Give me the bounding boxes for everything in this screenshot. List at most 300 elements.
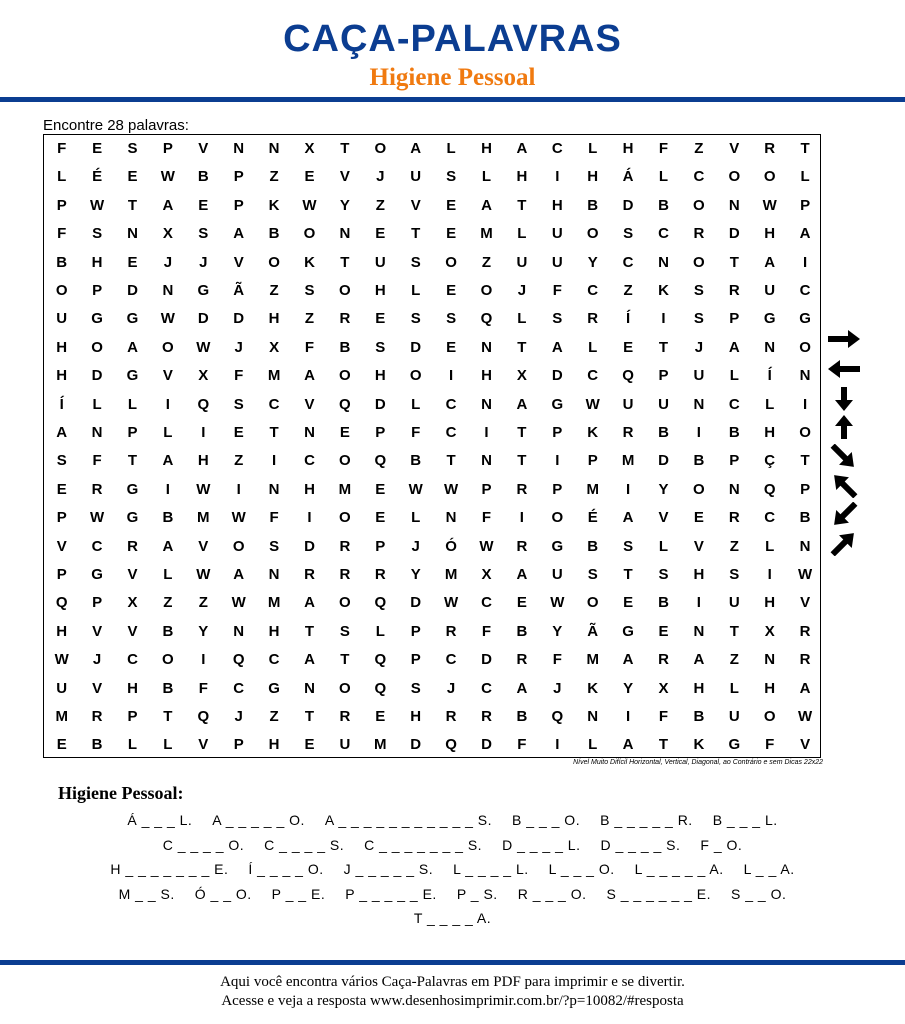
grid-cell[interactable]: O bbox=[162, 651, 174, 669]
grid-cell[interactable]: E bbox=[339, 424, 350, 441]
grid-cell[interactable]: X bbox=[162, 225, 173, 243]
grid-cell[interactable]: Q bbox=[763, 480, 776, 498]
grid-cell[interactable]: O bbox=[409, 367, 422, 385]
grid-cell[interactable]: H bbox=[56, 622, 68, 640]
grid-cell[interactable]: F bbox=[234, 367, 244, 385]
grid-cell[interactable]: W bbox=[798, 708, 813, 725]
grid-cell[interactable]: F bbox=[198, 679, 208, 697]
grid-cell[interactable]: S bbox=[127, 140, 138, 157]
grid-cell[interactable]: G bbox=[799, 310, 811, 328]
grid-cell[interactable]: X bbox=[198, 367, 209, 385]
grid-cell[interactable]: E bbox=[516, 594, 527, 612]
grid-cell[interactable]: C bbox=[481, 594, 492, 612]
grid-cell[interactable]: P bbox=[233, 736, 244, 754]
grid-cell[interactable]: L bbox=[588, 736, 598, 754]
grid-cell[interactable]: F bbox=[481, 622, 492, 640]
grid-cell[interactable]: I bbox=[696, 424, 701, 441]
grid-cell[interactable]: T bbox=[517, 424, 527, 441]
grid-cell[interactable]: D bbox=[233, 310, 245, 328]
grid-cell[interactable]: A bbox=[551, 338, 563, 356]
grid-cell[interactable]: U bbox=[516, 253, 528, 271]
grid-cell[interactable]: L bbox=[588, 338, 598, 356]
grid-cell[interactable]: A bbox=[162, 452, 174, 470]
grid-cell[interactable]: M bbox=[586, 480, 599, 498]
grid-cell[interactable]: U bbox=[728, 708, 740, 725]
grid-cell[interactable]: R bbox=[799, 622, 811, 640]
grid-cell[interactable]: K bbox=[304, 253, 315, 271]
grid-cell[interactable]: E bbox=[623, 338, 634, 356]
grid-cell[interactable]: P bbox=[800, 196, 811, 214]
grid-cell[interactable]: L bbox=[765, 395, 775, 413]
grid-cell[interactable]: W bbox=[798, 566, 813, 583]
grid-cell[interactable]: M bbox=[374, 736, 387, 754]
grid-cell[interactable]: N bbox=[693, 622, 705, 640]
grid-cell[interactable]: I bbox=[803, 395, 808, 413]
grid-cell[interactable]: R bbox=[339, 566, 351, 583]
grid-cell[interactable]: A bbox=[162, 537, 174, 555]
grid-cell[interactable]: T bbox=[658, 338, 669, 356]
grid-cell[interactable]: N bbox=[233, 622, 245, 640]
grid-cell[interactable]: R bbox=[728, 282, 740, 299]
grid-cell[interactable]: V bbox=[198, 140, 209, 157]
grid-cell[interactable]: Y bbox=[552, 622, 563, 640]
grid-cell[interactable]: G bbox=[126, 509, 139, 527]
grid-cell[interactable]: I bbox=[201, 424, 206, 441]
grid-cell[interactable]: W bbox=[90, 196, 105, 214]
grid-cell[interactable]: L bbox=[127, 395, 138, 413]
grid-cell[interactable]: G bbox=[551, 537, 564, 555]
grid-cell[interactable]: T bbox=[517, 338, 527, 356]
grid-cell[interactable]: O bbox=[339, 282, 351, 299]
grid-cell[interactable]: X bbox=[127, 594, 138, 612]
grid-cell[interactable]: O bbox=[374, 140, 387, 157]
grid-cell[interactable]: T bbox=[304, 708, 315, 725]
grid-cell[interactable]: Z bbox=[729, 651, 739, 669]
grid-cell[interactable]: D bbox=[410, 736, 422, 754]
grid-cell[interactable]: A bbox=[516, 140, 528, 157]
grid-cell[interactable]: T bbox=[127, 452, 138, 470]
grid-cell[interactable]: G bbox=[91, 566, 103, 583]
grid-cell[interactable]: E bbox=[92, 140, 103, 157]
grid-cell[interactable]: N bbox=[268, 566, 280, 583]
grid-cell[interactable]: T bbox=[800, 452, 810, 470]
grid-cell[interactable]: H bbox=[551, 196, 563, 214]
grid-cell[interactable]: R bbox=[516, 537, 528, 555]
grid-cell[interactable]: J bbox=[446, 679, 456, 697]
grid-cell[interactable]: O bbox=[586, 225, 599, 243]
grid-cell[interactable]: W bbox=[231, 509, 246, 527]
grid-cell[interactable]: F bbox=[269, 509, 279, 527]
grid-cell[interactable]: C bbox=[622, 253, 634, 271]
grid-cell[interactable]: D bbox=[658, 452, 669, 470]
grid-cell[interactable]: M bbox=[267, 594, 281, 612]
grid-cell[interactable]: S bbox=[410, 679, 421, 697]
grid-cell[interactable]: W bbox=[585, 395, 600, 413]
grid-cell[interactable]: T bbox=[729, 622, 739, 640]
grid-cell[interactable]: R bbox=[339, 310, 351, 328]
grid-cell[interactable]: N bbox=[304, 679, 315, 697]
grid-cell[interactable]: M bbox=[444, 566, 458, 583]
grid-cell[interactable]: C bbox=[587, 282, 599, 299]
grid-cell[interactable]: U bbox=[658, 395, 669, 413]
grid-cell[interactable]: D bbox=[551, 367, 563, 385]
grid-cell[interactable]: T bbox=[127, 196, 138, 214]
grid-cell[interactable]: G bbox=[126, 480, 139, 498]
grid-cell[interactable]: P bbox=[729, 452, 740, 470]
grid-cell[interactable]: I bbox=[272, 452, 277, 470]
grid-cell[interactable]: U bbox=[56, 679, 68, 697]
grid-cell[interactable]: O bbox=[693, 480, 705, 498]
grid-cell[interactable]: W bbox=[302, 196, 317, 214]
grid-cell[interactable]: W bbox=[762, 196, 777, 214]
grid-cell[interactable]: E bbox=[693, 509, 704, 527]
grid-cell[interactable]: B bbox=[658, 424, 669, 441]
grid-cell[interactable]: Y bbox=[198, 622, 209, 640]
grid-cell[interactable]: N bbox=[268, 480, 280, 498]
grid-cell[interactable]: N bbox=[339, 225, 351, 243]
grid-cell[interactable]: E bbox=[375, 310, 386, 328]
grid-cell[interactable]: B bbox=[693, 452, 705, 470]
grid-cell[interactable]: R bbox=[91, 708, 103, 725]
grid-cell[interactable]: O bbox=[693, 253, 705, 271]
grid-cell[interactable]: P bbox=[410, 622, 421, 640]
grid-cell[interactable]: C bbox=[445, 651, 457, 669]
grid-cell[interactable]: F bbox=[57, 140, 67, 157]
grid-cell[interactable]: P bbox=[481, 480, 492, 498]
grid-cell[interactable]: B bbox=[728, 424, 740, 441]
grid-cell[interactable]: N bbox=[728, 196, 740, 214]
grid-cell[interactable]: K bbox=[587, 679, 599, 697]
grid-cell[interactable]: J bbox=[92, 651, 102, 669]
grid-cell[interactable]: C bbox=[693, 168, 705, 186]
grid-cell[interactable]: Z bbox=[375, 196, 385, 214]
grid-cell[interactable]: F bbox=[552, 282, 562, 299]
grid-cell[interactable]: L bbox=[765, 537, 775, 555]
grid-cell[interactable]: O bbox=[445, 253, 457, 271]
grid-cell[interactable]: G bbox=[197, 282, 210, 299]
grid-cell[interactable]: M bbox=[267, 367, 281, 385]
grid-cell[interactable]: C bbox=[304, 452, 315, 470]
grid-cell[interactable]: B bbox=[587, 196, 599, 214]
grid-cell[interactable]: Z bbox=[234, 452, 244, 470]
grid-cell[interactable]: S bbox=[233, 395, 244, 413]
grid-cell[interactable]: B bbox=[162, 622, 174, 640]
grid-cell[interactable]: G bbox=[622, 622, 634, 640]
grid-cell[interactable]: Ó bbox=[445, 537, 457, 555]
grid-cell[interactable]: A bbox=[516, 566, 528, 583]
grid-cell[interactable]: N bbox=[728, 480, 740, 498]
grid-cell[interactable]: S bbox=[552, 310, 563, 328]
grid-cell[interactable]: M bbox=[197, 509, 210, 527]
grid-cell[interactable]: E bbox=[623, 594, 634, 612]
grid-cell[interactable]: P bbox=[233, 168, 244, 186]
grid-cell[interactable]: F bbox=[481, 509, 492, 527]
grid-cell[interactable]: U bbox=[551, 225, 563, 243]
grid-cell[interactable]: Z bbox=[163, 594, 173, 612]
grid-cell[interactable]: S bbox=[92, 225, 103, 243]
grid-cell[interactable]: Z bbox=[269, 708, 279, 725]
grid-cell[interactable]: X bbox=[516, 367, 527, 385]
grid-cell[interactable]: T bbox=[340, 140, 350, 157]
grid-cell[interactable]: E bbox=[198, 196, 209, 214]
grid-cell[interactable]: C bbox=[587, 367, 599, 385]
grid-cell[interactable]: I bbox=[555, 168, 560, 186]
grid-cell[interactable]: R bbox=[516, 651, 528, 669]
grid-cell[interactable]: J bbox=[376, 168, 385, 186]
grid-cell[interactable]: F bbox=[552, 651, 562, 669]
grid-cell[interactable]: D bbox=[481, 736, 492, 754]
grid-cell[interactable]: V bbox=[92, 622, 103, 640]
grid-cell[interactable]: O bbox=[693, 196, 705, 214]
grid-cell[interactable]: J bbox=[163, 253, 173, 271]
grid-cell[interactable]: N bbox=[304, 424, 315, 441]
grid-cell[interactable]: N bbox=[445, 509, 457, 527]
grid-cell[interactable]: C bbox=[551, 140, 563, 157]
grid-cell[interactable]: A bbox=[693, 651, 705, 669]
grid-cell[interactable]: A bbox=[56, 424, 68, 441]
grid-cell[interactable]: I bbox=[661, 310, 666, 328]
grid-cell[interactable]: L bbox=[729, 367, 739, 385]
grid-cell[interactable]: Ã bbox=[233, 282, 245, 299]
grid-cell[interactable]: A bbox=[233, 566, 245, 583]
grid-cell[interactable]: O bbox=[763, 708, 776, 725]
grid-cell[interactable]: R bbox=[622, 424, 634, 441]
grid-cell[interactable]: P bbox=[56, 196, 67, 214]
grid-cell[interactable]: L bbox=[411, 395, 421, 413]
grid-cell[interactable]: N bbox=[799, 367, 811, 385]
grid-cell[interactable]: E bbox=[375, 225, 386, 243]
grid-cell[interactable]: N bbox=[481, 395, 492, 413]
grid-cell[interactable]: Q bbox=[445, 736, 457, 754]
grid-cell[interactable]: J bbox=[234, 338, 243, 356]
grid-cell[interactable]: T bbox=[658, 736, 669, 754]
grid-cell[interactable]: I bbox=[803, 253, 808, 271]
grid-cell[interactable]: L bbox=[446, 140, 456, 157]
grid-cell[interactable]: W bbox=[196, 338, 211, 356]
grid-cell[interactable]: B bbox=[410, 452, 422, 470]
grid-cell[interactable]: K bbox=[693, 736, 705, 754]
grid-cell[interactable]: U bbox=[764, 282, 776, 299]
grid-cell[interactable]: O bbox=[232, 537, 245, 555]
grid-cell[interactable]: B bbox=[516, 708, 528, 725]
grid-cell[interactable]: A bbox=[127, 338, 138, 356]
grid-cell[interactable]: M bbox=[621, 452, 635, 470]
grid-cell[interactable]: T bbox=[411, 225, 421, 243]
grid-cell[interactable]: S bbox=[729, 566, 740, 583]
grid-cell[interactable]: A bbox=[304, 651, 315, 669]
grid-cell[interactable]: N bbox=[587, 708, 599, 725]
grid-cell[interactable]: F bbox=[517, 736, 527, 754]
grid-cell[interactable]: E bbox=[56, 736, 67, 754]
grid-cell[interactable]: U bbox=[410, 168, 422, 186]
grid-cell[interactable]: C bbox=[268, 395, 280, 413]
grid-cell[interactable]: E bbox=[304, 168, 315, 186]
grid-cell[interactable]: E bbox=[446, 196, 457, 214]
grid-cell[interactable]: T bbox=[623, 566, 633, 583]
grid-cell[interactable]: Q bbox=[197, 708, 210, 725]
grid-cell[interactable]: P bbox=[729, 310, 740, 328]
grid-cell[interactable]: P bbox=[56, 509, 67, 527]
grid-cell[interactable]: L bbox=[517, 225, 527, 243]
grid-cell[interactable]: B bbox=[91, 736, 103, 754]
grid-cell[interactable]: C bbox=[127, 651, 138, 669]
grid-cell[interactable]: Y bbox=[623, 679, 634, 697]
grid-cell[interactable]: S bbox=[410, 310, 421, 328]
grid-cell[interactable]: A bbox=[516, 679, 528, 697]
grid-cell[interactable]: C bbox=[445, 424, 457, 441]
grid-cell[interactable]: O bbox=[728, 168, 741, 186]
grid-cell[interactable]: T bbox=[163, 708, 173, 725]
grid-cell[interactable]: R bbox=[587, 310, 599, 328]
grid-cell[interactable]: N bbox=[162, 282, 174, 299]
grid-cell[interactable]: F bbox=[92, 452, 102, 470]
grid-cell[interactable]: Z bbox=[304, 310, 315, 328]
grid-cell[interactable]: T bbox=[517, 196, 527, 214]
grid-cell[interactable]: A bbox=[162, 196, 174, 214]
grid-cell[interactable]: P bbox=[375, 424, 386, 441]
grid-cell[interactable]: J bbox=[411, 537, 420, 555]
grid-cell[interactable]: O bbox=[339, 367, 351, 385]
grid-cell[interactable]: L bbox=[411, 282, 421, 299]
grid-cell[interactable]: Z bbox=[623, 282, 633, 299]
grid-cell[interactable]: F bbox=[658, 708, 669, 725]
grid-cell[interactable]: S bbox=[658, 566, 669, 583]
grid-cell[interactable]: E bbox=[127, 253, 138, 271]
grid-cell[interactable]: X bbox=[764, 622, 775, 640]
grid-cell[interactable]: K bbox=[658, 282, 669, 299]
grid-cell[interactable]: É bbox=[92, 168, 103, 186]
grid-cell[interactable]: V bbox=[693, 537, 704, 555]
grid-cell[interactable]: Í bbox=[626, 310, 631, 328]
grid-cell[interactable]: F bbox=[658, 140, 669, 157]
grid-cell[interactable]: O bbox=[339, 452, 351, 470]
grid-cell[interactable]: L bbox=[57, 168, 67, 186]
grid-cell[interactable]: P bbox=[552, 480, 563, 498]
grid-cell[interactable]: Q bbox=[622, 367, 634, 385]
grid-cell[interactable]: A bbox=[481, 196, 492, 214]
grid-cell[interactable]: A bbox=[728, 338, 740, 356]
grid-cell[interactable]: Q bbox=[480, 310, 493, 328]
grid-cell[interactable]: T bbox=[800, 140, 810, 157]
grid-cell[interactable]: Z bbox=[198, 594, 208, 612]
grid-cell[interactable]: C bbox=[481, 679, 492, 697]
grid-cell[interactable]: X bbox=[304, 140, 315, 157]
grid-cell[interactable]: H bbox=[693, 679, 705, 697]
grid-cell[interactable]: V bbox=[127, 566, 138, 583]
grid-cell[interactable]: A bbox=[799, 679, 811, 697]
grid-cell[interactable]: S bbox=[198, 225, 209, 243]
grid-cell[interactable]: G bbox=[91, 310, 103, 328]
grid-cell[interactable]: S bbox=[339, 622, 350, 640]
grid-cell[interactable]: M bbox=[480, 225, 493, 243]
grid-cell[interactable]: Q bbox=[374, 679, 387, 697]
grid-cell[interactable]: C bbox=[91, 537, 103, 555]
grid-cell[interactable]: B bbox=[516, 622, 528, 640]
grid-cell[interactable]: W bbox=[54, 651, 69, 669]
grid-cell[interactable]: H bbox=[268, 736, 280, 754]
grid-cell[interactable]: U bbox=[693, 367, 705, 385]
grid-cell[interactable]: B bbox=[799, 509, 811, 527]
grid-cell[interactable]: A bbox=[799, 225, 811, 243]
grid-cell[interactable]: D bbox=[410, 338, 422, 356]
grid-cell[interactable]: L bbox=[411, 509, 421, 527]
grid-cell[interactable]: I bbox=[307, 509, 312, 527]
grid-cell[interactable]: Q bbox=[374, 651, 387, 669]
grid-cell[interactable]: Q bbox=[374, 594, 387, 612]
grid-cell[interactable]: R bbox=[481, 708, 492, 725]
grid-cell[interactable]: W bbox=[196, 566, 211, 583]
grid-cell[interactable]: R bbox=[728, 509, 740, 527]
grid-cell[interactable]: C bbox=[445, 395, 457, 413]
grid-cell[interactable]: L bbox=[127, 736, 138, 754]
grid-cell[interactable]: O bbox=[162, 338, 174, 356]
grid-cell[interactable]: R bbox=[516, 480, 528, 498]
grid-cell[interactable]: I bbox=[484, 424, 489, 441]
grid-cell[interactable]: H bbox=[374, 367, 386, 385]
grid-cell[interactable]: X bbox=[269, 338, 280, 356]
grid-cell[interactable]: N bbox=[91, 424, 103, 441]
grid-cell[interactable]: S bbox=[446, 310, 457, 328]
grid-cell[interactable]: Z bbox=[694, 140, 704, 157]
grid-cell[interactable]: R bbox=[339, 537, 351, 555]
grid-cell[interactable]: D bbox=[197, 310, 209, 328]
grid-cell[interactable]: P bbox=[127, 708, 138, 725]
grid-cell[interactable]: E bbox=[658, 622, 669, 640]
grid-cell[interactable]: H bbox=[764, 594, 776, 612]
grid-cell[interactable]: É bbox=[587, 509, 598, 527]
grid-cell[interactable]: M bbox=[586, 651, 599, 669]
grid-cell[interactable]: Á bbox=[622, 168, 634, 186]
grid-cell[interactable]: S bbox=[269, 537, 280, 555]
grid-cell[interactable]: V bbox=[162, 367, 173, 385]
grid-cell[interactable]: J bbox=[694, 338, 704, 356]
grid-cell[interactable]: W bbox=[444, 480, 459, 498]
grid-cell[interactable]: Ã bbox=[587, 622, 599, 640]
grid-cell[interactable]: I bbox=[767, 566, 772, 583]
grid-cell[interactable]: J bbox=[234, 708, 243, 725]
grid-cell[interactable]: W bbox=[90, 509, 105, 527]
grid-cell[interactable]: G bbox=[728, 736, 741, 754]
grid-cell[interactable]: H bbox=[764, 679, 776, 697]
grid-cell[interactable]: V bbox=[198, 537, 209, 555]
grid-cell[interactable]: R bbox=[91, 480, 103, 498]
grid-cell[interactable]: E bbox=[127, 168, 138, 186]
grid-cell[interactable]: K bbox=[587, 424, 599, 441]
grid-cell[interactable]: U bbox=[551, 253, 563, 271]
grid-cell[interactable]: X bbox=[658, 679, 669, 697]
grid-cell[interactable]: R bbox=[374, 566, 386, 583]
grid-cell[interactable]: Z bbox=[481, 253, 492, 271]
grid-cell[interactable]: V bbox=[198, 736, 209, 754]
grid-cell[interactable]: E bbox=[375, 509, 386, 527]
grid-cell[interactable]: T bbox=[446, 452, 456, 470]
grid-cell[interactable]: H bbox=[56, 338, 68, 356]
grid-cell[interactable]: L bbox=[800, 168, 810, 186]
grid-cell[interactable]: U bbox=[56, 310, 68, 328]
grid-cell[interactable]: E bbox=[375, 480, 386, 498]
grid-cell[interactable]: Y bbox=[658, 480, 669, 498]
grid-cell[interactable]: A bbox=[622, 509, 634, 527]
grid-cell[interactable]: R bbox=[445, 708, 457, 725]
grid-cell[interactable]: O bbox=[763, 168, 776, 186]
grid-cell[interactable]: J bbox=[553, 679, 562, 697]
grid-cell[interactable]: N bbox=[764, 338, 776, 356]
grid-cell[interactable]: F bbox=[765, 736, 775, 754]
grid-cell[interactable]: H bbox=[516, 168, 528, 186]
grid-cell[interactable]: L bbox=[163, 736, 173, 754]
grid-cell[interactable]: O bbox=[339, 594, 351, 612]
grid-cell[interactable]: V bbox=[56, 537, 67, 555]
